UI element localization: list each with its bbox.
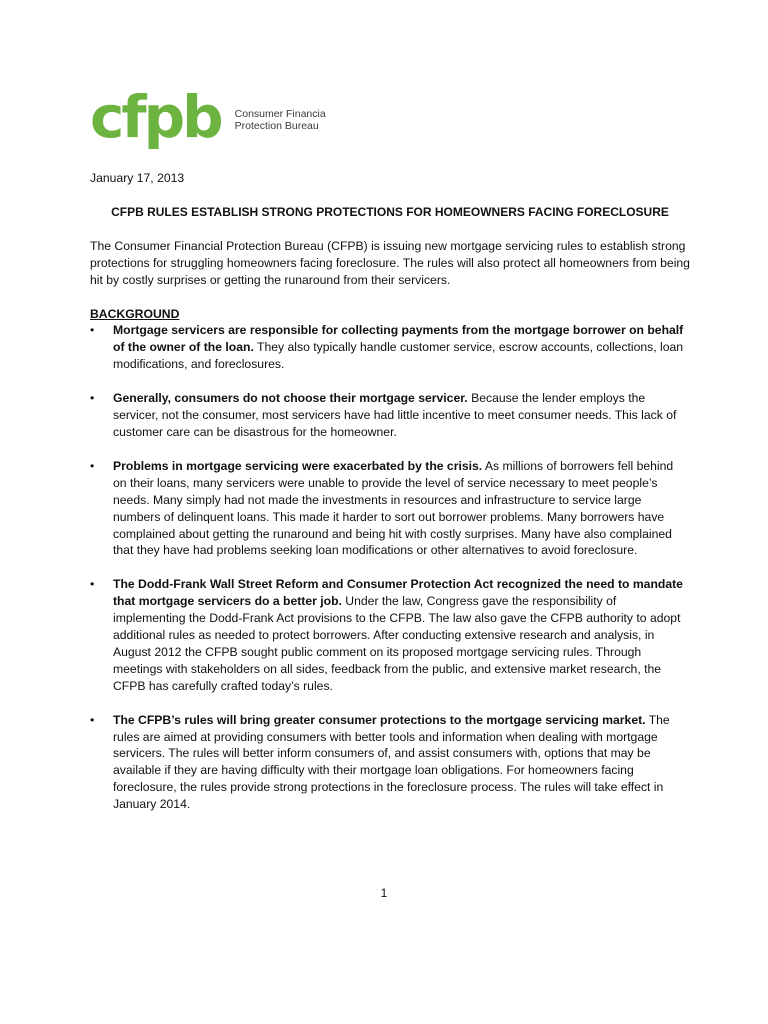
bullet-text: Because the lender employs the servicer, not the consumer, most servicers have had little incentive to meet consumer needs. This lack of customer care can be disastrous for the homeowner. [113, 391, 677, 439]
bullet-text: Under the law, Congress gave the responsibility of implementing the Dodd-Frank Act provisions to the CFPB. The law also gave the CFPB authority to adopt additional rules as needed to protect borrowers. After conducting extensive research and analysis, in August 2012 the CFPB sought public comment on its proposed mortgage servicing rules. Through meetings with stakeholders on all sides, feedback from the public, and extensive market research, the CFPB has carefully crafted today’s rules. [113, 594, 681, 693]
bullet-item [90, 576, 690, 694]
bullet-marker: • [90, 577, 95, 592]
bullet-item [90, 390, 690, 441]
bullet-marker: • [90, 391, 95, 406]
bullet-text: They also typically handle customer service, escrow accounts, collections, loan modifications, and foreclosures. [113, 340, 684, 372]
bullet-marker: • [90, 323, 95, 338]
bullet-lead: Problems in mortgage servicing were exacerbated by the crisis. [113, 458, 483, 473]
logo-mark: cfpb [90, 83, 221, 151]
bullet-lead: Mortgage servicers are responsible for collecting payments from the mortgage borrower on behalf of the owner of the loan. [113, 323, 684, 355]
background-bullet-list [90, 322, 690, 813]
bullet-item [90, 322, 690, 373]
document-body [90, 170, 690, 830]
logo-line-2: Protection Bureau [234, 120, 319, 132]
bullet-lead: The Dodd-Frank Wall Street Reform and Consumer Protection Act recognized the need to mandate that mortgage servicers do a better job. [113, 577, 683, 609]
bullet-lead: The CFPB’s rules will bring greater consumer protections to the mortgage servicing market. [113, 712, 646, 727]
bullet-marker: • [90, 458, 95, 473]
page-number: 1 [380, 886, 388, 900]
cfpb-logo [90, 83, 326, 151]
bullet-lead: Generally, consumers do not choose their mortgage servicer. [113, 391, 468, 406]
bullet-text: As millions of borrowers fell behind on their loans, many servicers were unable to provide the level of service necessary to meet people’s needs. Many simply had not made the investments in resources and infrastructure to service large numbers of delinquent loans. This made it harder to sort out borrower problems. Many borrowers have complained about getting the runaround and being hit with costly surprises. Many have also complained that they have had problems seeking loan modifications or other alternatives to avoid foreclosure. [113, 458, 674, 558]
headline: CFPB RULES ESTABLISH STRONG PROTECTIONS FOR HOMEOWNERS FACING FORECLOSURE [111, 204, 669, 219]
bullet-text: The rules are aimed at providing consumers with better tools and information when dealing with mortgage servicers. The rules will better inform consumers of, and assist consumers with, options that may be available if they are having difficulty with their mortgage loan obligations. For homeowners facing foreclosure, the rules provide strong protections in the foreclosure process. The rules will take effect in January 2014. [113, 712, 670, 812]
bullet-marker: • [90, 712, 95, 727]
logo-line-1: Consumer Financia [234, 108, 326, 120]
logo-wordmark [235, 108, 326, 132]
bullet-item [90, 712, 690, 813]
intro-paragraph: The Consumer Financial Protection Bureau (CFPB) is issuing new mortgage servicing rules to establish strong protections for struggling homeowners facing foreclosure. The rules will also protect all homeowners from being hit by costly surprises or getting the runaround from their servicers. [90, 238, 690, 287]
background-heading: BACKGROUND [90, 306, 180, 321]
bullet-item [90, 458, 690, 559]
document-date: January 17, 2013 [90, 171, 185, 185]
